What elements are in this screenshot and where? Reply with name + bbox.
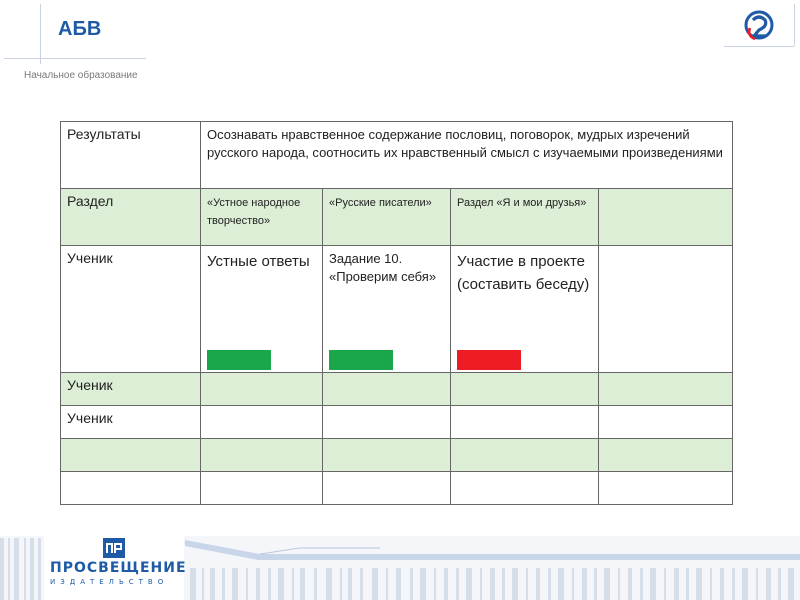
assessment-cell: Задание 10. «Проверим себя»	[323, 246, 451, 373]
empty-cell	[61, 439, 201, 472]
brand-logo: АБВ	[58, 18, 102, 40]
publisher-subtitle: ИЗДАТЕЛЬСТВО	[50, 578, 169, 586]
empty-cell	[323, 373, 451, 406]
empty-cell	[451, 439, 599, 472]
header-divider	[4, 58, 146, 59]
table-row	[61, 122, 733, 189]
assessment-cell: Устные ответы	[201, 246, 323, 373]
table-row	[61, 406, 733, 439]
empty-cell	[451, 373, 599, 406]
empty-cell	[201, 472, 323, 505]
publisher-logo-icon	[103, 538, 125, 558]
status-indicator	[329, 350, 393, 370]
emblem-icon	[742, 6, 778, 44]
section-cell	[599, 189, 733, 246]
table-row	[61, 189, 733, 246]
empty-cell	[323, 439, 451, 472]
assessment-cell: Участие в проекте (составить беседу)	[451, 246, 599, 373]
corner-divider-vertical	[794, 4, 795, 46]
section-cell: «Русские писатели»	[323, 189, 451, 246]
empty-cell	[599, 439, 733, 472]
empty-cell	[599, 406, 733, 439]
results-table	[60, 121, 733, 505]
table-row	[61, 246, 733, 373]
table-row	[61, 439, 733, 472]
status-indicator	[457, 350, 521, 370]
student-label: Ученик	[61, 373, 201, 406]
empty-cell	[323, 406, 451, 439]
empty-cell	[61, 472, 201, 505]
student-label: Ученик	[61, 246, 201, 373]
empty-cell	[451, 472, 599, 505]
section-cell: Раздел «Я и мои друзья»	[451, 189, 599, 246]
empty-cell	[201, 439, 323, 472]
table-row	[61, 472, 733, 505]
section-cell: «Устное народное творчество»	[201, 189, 323, 246]
results-label: Результаты	[61, 122, 201, 189]
corner-divider	[724, 46, 794, 47]
student-label: Ученик	[61, 406, 201, 439]
status-indicator	[207, 350, 271, 370]
empty-cell	[451, 406, 599, 439]
empty-cell	[323, 472, 451, 505]
page-subtitle: Начальное образование	[24, 70, 138, 81]
section-label: Раздел	[61, 189, 201, 246]
header-divider-vertical	[40, 4, 41, 64]
empty-cell	[201, 406, 323, 439]
empty-cell	[201, 373, 323, 406]
empty-cell	[599, 373, 733, 406]
table-row	[61, 373, 733, 406]
publisher-name: ПРОСВЕЩЕНИЕ	[50, 560, 187, 576]
empty-cell	[599, 472, 733, 505]
results-text: Осознавать нравственное содержание пословиц, поговорок, мудрых изречений русского народа, соотносить их нравственный смысл с изучаемыми произведениями	[201, 122, 733, 189]
assessment-cell	[599, 246, 733, 373]
